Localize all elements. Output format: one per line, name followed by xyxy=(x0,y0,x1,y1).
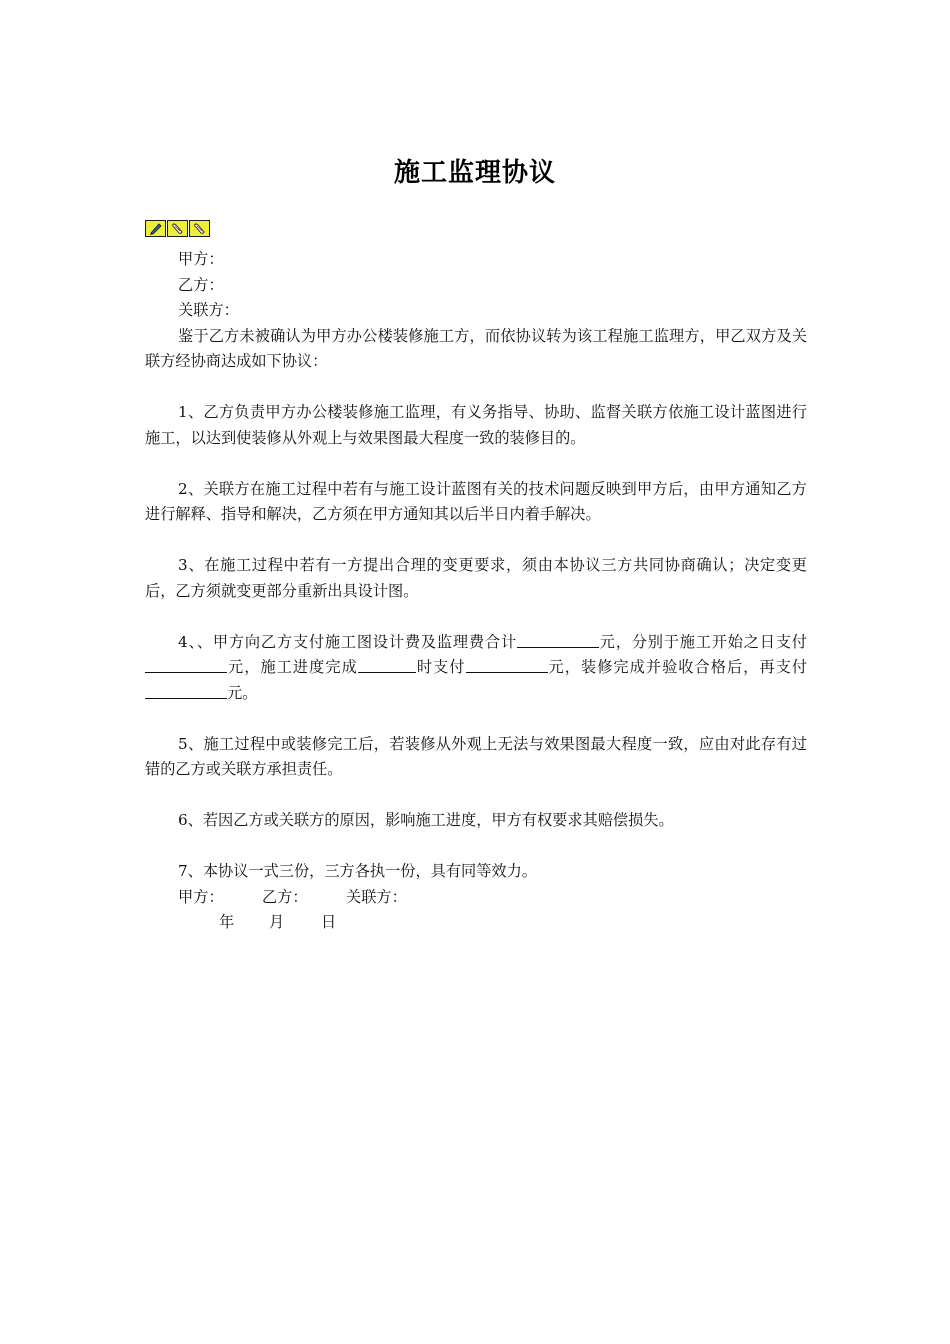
final-payment-blank[interactable] xyxy=(145,682,227,699)
clause-5: 5、施工过程中或装修完工后，若装修从外观上无法与效果图最大程度一致，应由对此存有过错的乙方或关联方承担责任。 xyxy=(145,734,807,778)
signature-party-a: 甲方： xyxy=(178,887,224,906)
clause-4-text-5: 元，装修完成并验收合格后，再支付 xyxy=(547,658,808,676)
party-a-label: 甲方： xyxy=(178,250,224,268)
party-b-label: 乙方： xyxy=(178,275,224,294)
total-fee-blank[interactable] xyxy=(517,631,599,648)
date-day: 日 xyxy=(321,913,337,931)
clause-1: 1、乙方负责甲方办公楼装修施工监理，有义务指导、协助、监督关联方依施工设计蓝图进行施工，以达到使装修从外观上与效果图最大程度一致的装修目的。 xyxy=(145,403,807,447)
pencil-icon xyxy=(145,220,166,237)
document-body xyxy=(145,247,807,936)
related-party-label: 关联方： xyxy=(178,301,239,319)
signature-party-b: 乙方： xyxy=(262,887,308,906)
clause-3: 3、在施工过程中若有一方提出合理的变更要求，须由本协议三方共同协商确认；决定变更后，乙方须就变更部分重新出具设计图。 xyxy=(145,556,807,600)
first-payment-blank[interactable] xyxy=(145,656,227,673)
clause-4-text-6: 元。 xyxy=(227,683,258,702)
signature-related-party: 关联方： xyxy=(346,887,407,906)
clause-4 xyxy=(145,630,807,707)
document-title: 施工监理协议 xyxy=(393,158,556,188)
date-year: 年 xyxy=(219,913,235,931)
date-line xyxy=(145,910,807,936)
clause-4-text-3: 元，施工进度完成 xyxy=(227,658,358,676)
clause-4-text-2: 元，分别于施工开始之日支付 xyxy=(598,632,807,651)
clause-4-text-1: 4、、甲方向乙方支付施工图设计费及监理费合计 xyxy=(178,632,517,651)
progress-blank[interactable] xyxy=(358,656,416,673)
clause-6: 6、若因乙方或关联方的原因，影响施工进度，甲方有权要求其赔偿损失。 xyxy=(178,811,674,829)
date-month: 月 xyxy=(269,913,285,931)
clause-7: 7、本协议一式三份，三方各执一份，具有同等效力。 xyxy=(178,862,537,880)
clause-4-text-4: 时支付 xyxy=(415,658,466,676)
scroll-icon xyxy=(167,220,188,237)
scroll-icon xyxy=(189,220,210,237)
clause-2: 2、关联方在施工过程中若有与施工设计蓝图有关的技术问题反映到甲方后，由甲方通知乙方进行解释、指导和解决，乙方须在甲方通知其以后半日内着手解决。 xyxy=(145,479,807,523)
icon-strip xyxy=(145,220,210,237)
second-payment-blank[interactable] xyxy=(466,656,548,673)
preamble-paragraph: 鉴于乙方未被确认为甲方办公楼装修施工方，而依协议转为该工程施工监理方，甲乙双方及关联方经协商达成如下协议： xyxy=(145,326,807,370)
signature-line xyxy=(145,885,807,911)
